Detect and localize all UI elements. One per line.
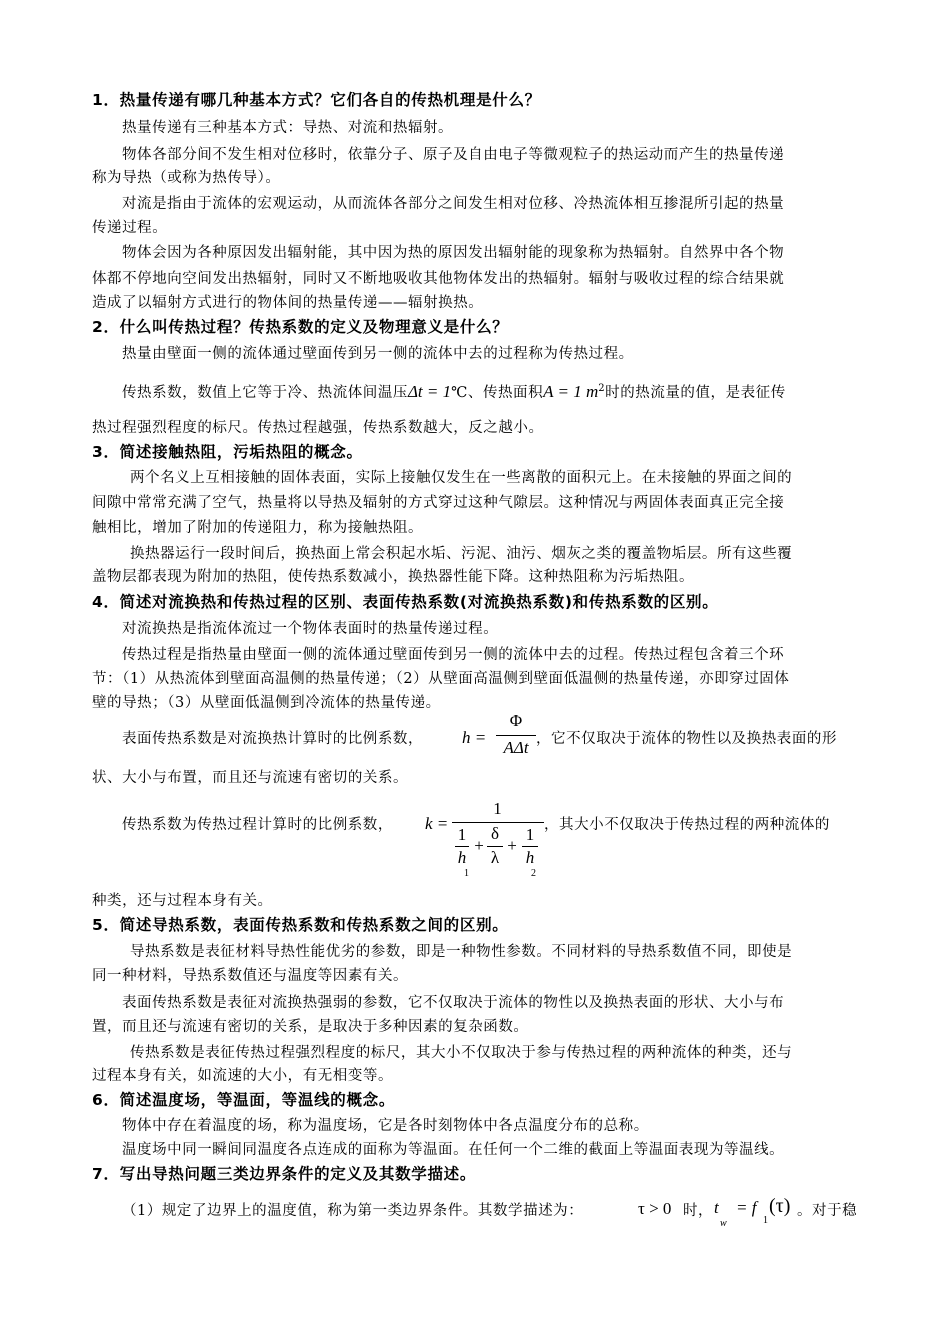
heading-4: 4．简述对流换热和传热过程的区别、表面传热系数(对流换热系数)和传热系数的区别。 (92, 593, 719, 611)
paragraph-line: 壁的导热；（3）从壁面低温侧到冷流体的热量传递。 (92, 695, 441, 711)
k-term-1-denominator: h (457, 848, 467, 867)
area-expression: A = 1 m (543, 381, 599, 401)
paragraph-line: 种类，还与过程本身有关。 (92, 893, 273, 909)
paragraph-line: 触相比，增加了附加的传递阻力，称为接触热阻。 (92, 520, 424, 536)
paragraph-line: 间隙中常常充满了空气，热量将以导热及辐射的方式穿过这种气隙层。这种情况与两固体表面真正完全接 (92, 495, 785, 511)
fraction-bar (455, 846, 469, 847)
k-term-3-numerator: 1 (525, 825, 535, 844)
paragraph-line: 换热器运行一段时间后，换热面上常会积起水垢、污泥、油污、烟灰之类的覆盖物垢层。所有这些覆 (130, 546, 793, 562)
fraction-bar (522, 846, 538, 847)
fraction-bar (452, 822, 544, 823)
h-definition-text: 表面传热系数是对流换热计算时的比例系数， (122, 731, 423, 747)
paragraph-line: 称为导热（或称为热传导）。 (92, 170, 281, 186)
fraction-bar (496, 735, 536, 736)
bc1-text: 时， (683, 1203, 714, 1219)
heading-3: 3．简述接触热阻，污垢热阻的概念。 (92, 443, 363, 461)
paragraph-line: 过程本身有关，如流速的大小，有无相变等。 (92, 1068, 393, 1084)
bc1-condition: τ > 0 (638, 1199, 672, 1218)
paragraph-line: 表面传热系数是表征对流换热强弱的参数，它不仅取决于流体的物性以及换热表面的形状、大小与布 (122, 995, 785, 1011)
paragraph-line: 物体中存在着温度的场，称为温度场，它是各时刻物体中各点温度分布的总称。 (122, 1118, 649, 1134)
paragraph-line: 体都不停地向空间发出热辐射，同时又不断地吸收其他物体发出的热辐射。辐射与吸收过程的综合结果就 (92, 271, 785, 287)
k-formula-text: 传热系数为传热过程计算时的比例系数， (122, 817, 393, 833)
bc1-text: 。对于稳 (797, 1203, 858, 1219)
subscript: 2 (531, 868, 536, 879)
k-term-1-numerator: 1 (457, 825, 467, 844)
paragraph-line: 传递过程。 (92, 220, 168, 236)
paragraph-line: 置，而且还与流速有密切的关系，是取决于多种因素的复杂函数。 (92, 1019, 529, 1035)
k-term-2-numerator: δ (490, 824, 499, 843)
heading-1: 1．热量传递有哪几种基本方式？它们各自的传热机理是什么？ (92, 91, 541, 109)
paragraph-line: 状、大小与布置，而且还与流速有密切的关系。 (92, 770, 409, 786)
fraction-bar (487, 846, 503, 847)
h-formula-denominator: AΔt (503, 738, 529, 757)
bc1-argument: (τ) (769, 1195, 791, 1217)
k-term-3-denominator: h (525, 848, 535, 867)
subscript: 1 (763, 1215, 768, 1226)
paragraph-line: 导热系数是表征材料导热性能优劣的参数，即是一种物性参数。不同材料的导热系数值不同，即使是 (130, 944, 793, 960)
subscript: 1 (464, 868, 469, 879)
paragraph-line: 温度场中同一瞬间同温度各点连成的面称为等温面。在任何一个二维的截面上等温面表现为等温线。 (122, 1142, 785, 1158)
paragraph-line: 同一种材料，导热系数值还与温度等因素有关。 (92, 968, 409, 984)
h-definition-text: ，它不仅取决于流体的物性以及换热表面的形 (536, 731, 837, 747)
k-term-2-denominator: λ (490, 848, 500, 867)
paragraph-line: 造成了以辐射方式进行的物体间的热量传递——辐射换热。 (92, 295, 484, 311)
k-definition-line: 传热系数，数值上它等于冷、热流体间温压Δt = 1℃、传热面积A = 1 $m^2$时的热流量的值，是表征传 (122, 381, 786, 401)
bc1-temperature: t (714, 1198, 719, 1217)
k-formula-numerator: 1 (493, 799, 502, 818)
subscript: w (720, 1218, 727, 1229)
paragraph-line: 两个名义上互相接触的固体表面，实际上接触仅发生在一些离散的面积元上。在未接触的界面之间的 (130, 470, 793, 486)
h-formula-numerator: Φ (509, 711, 523, 730)
heading-5: 5．简述导热系数，表面传热系数和传热系数之间的区别。 (92, 916, 509, 934)
h-formula-lhs: h = (462, 728, 487, 747)
plus-sign: + (474, 836, 484, 855)
paragraph-line: 对流换热是指流体流过一个物体表面时的热量传递过程。 (122, 621, 499, 637)
paragraph-line: 热量由壁面一侧的流体通过壁面传到另一侧的流体中去的过程称为传热过程。 (122, 346, 634, 362)
paragraph-line: 物体会因为各种原因发出辐射能，其中因为热的原因发出辐射能的现象称为热辐射。自然界中各个物 (122, 245, 785, 261)
k-formula-lhs: k = (425, 814, 449, 833)
paragraph-line: 盖物层都表现为附加的热阻，使传热系数减小，换热器性能下降。这种热阻称为污垢热阻。 (92, 569, 694, 585)
heading-6: 6．简述温度场，等温面，等温线的概念。 (92, 1091, 396, 1109)
k-formula-text: ，其大小不仅取决于传热过程的两种流体的 (544, 817, 830, 833)
bc1-text: （1）规定了边界上的温度值，称为第一类边界条件。其数学描述为： (122, 1203, 584, 1219)
paragraph-line: 传热系数是表征传热过程强烈程度的标尺，其大小不仅取决于参与传热过程的两种流体的种类，还与 (130, 1045, 793, 1061)
delta-t-expression: Δt = 1 (407, 381, 452, 401)
plus-sign: + (507, 836, 517, 855)
bc1-function: = f (736, 1198, 757, 1217)
paragraph-line: 热过程强烈程度的标尺。传热过程越强，传热系数越大，反之越小。 (92, 420, 544, 436)
heading-7: 7．写出导热问题三类边界条件的定义及其数学描述。 (92, 1165, 477, 1183)
paragraph-line: 热量传递有三种基本方式：导热、对流和热辐射。 (122, 120, 454, 136)
heading-2: 2．什么叫传热过程？传热系数的定义及物理意义是什么？ (92, 318, 509, 336)
paragraph-line: 节：（1）从热流体到壁面高温侧的热量传递；（2）从壁面高温侧到壁面低温侧的热量传递，亦即穿过固体 (92, 671, 790, 687)
paragraph-line: 物体各部分间不发生相对位移时，依靠分子、原子及自由电子等微观粒子的热运动而产生的热量传递 (122, 147, 785, 163)
paragraph-line: 传热过程是指热量由壁面一侧的流体通过壁面传到另一侧的流体中去的过程。传热过程包含着三个环 (122, 647, 785, 663)
paragraph-line: 对流是指由于流体的宏观运动，从而流体各部分之间发生相对位移、冷热流体相互掺混所引起的热量 (122, 196, 785, 212)
